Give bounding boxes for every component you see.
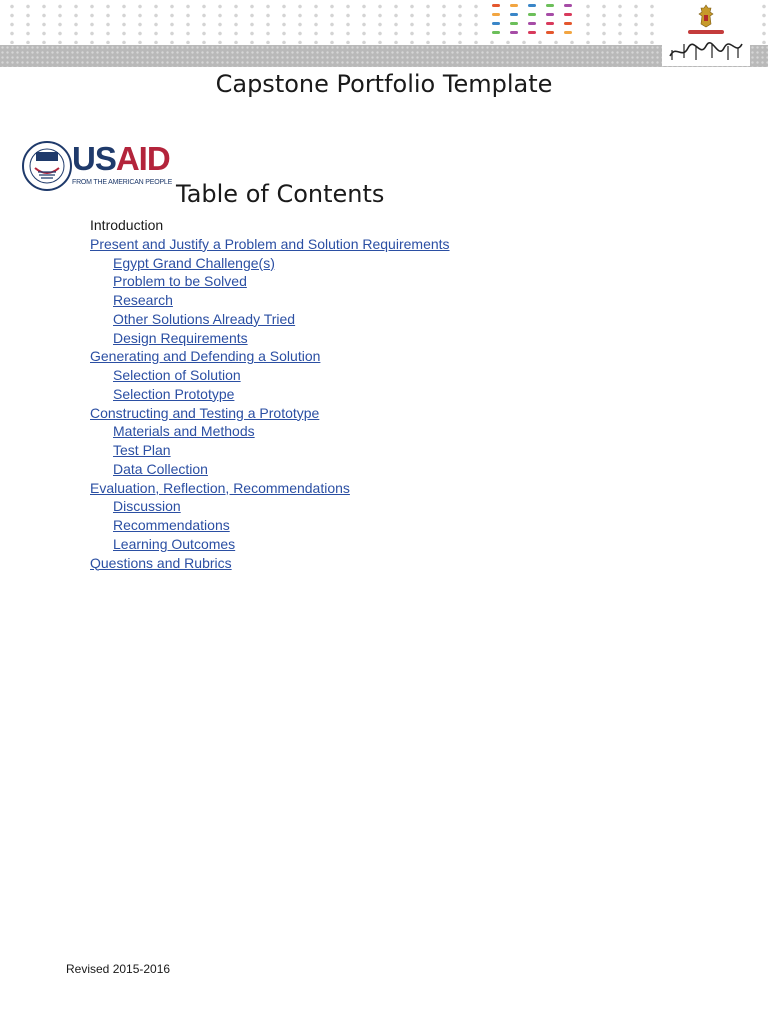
accent-dot	[528, 4, 536, 7]
toc-link[interactable]: Recommendations	[113, 517, 230, 533]
egypt-logo-caption	[688, 30, 724, 34]
accent-dot	[564, 13, 572, 16]
toc-link[interactable]: Other Solutions Already Tried	[113, 310, 296, 327]
accent-dot	[510, 13, 518, 16]
toc-link[interactable]: Constructing and Testing a Prototype	[90, 404, 320, 421]
toc-link[interactable]: Research	[113, 292, 173, 308]
accent-dot	[492, 13, 500, 16]
accent-dot	[564, 4, 572, 7]
accent-dot	[546, 31, 554, 34]
toc-link[interactable]: Present and Justify a Problem and Solution Requirements	[90, 235, 450, 252]
accent-dot	[564, 31, 572, 34]
usaid-seal-icon	[22, 138, 72, 194]
usaid-wordmark-us: US	[72, 140, 116, 177]
accent-dot	[546, 13, 554, 16]
accent-dot	[546, 4, 554, 7]
toc-link[interactable]: Evaluation, Reflection, Recommendations	[90, 479, 350, 496]
usaid-wordmark	[72, 142, 170, 176]
toc-link[interactable]: Generating and Defending a Solution	[90, 348, 321, 365]
header-color-dots	[488, 0, 578, 40]
accent-dot	[528, 13, 536, 16]
accent-dot	[528, 31, 536, 34]
egypt-ministry-logo	[662, 0, 750, 66]
accent-dot	[546, 22, 554, 25]
egypt-eagle-icon	[698, 4, 714, 28]
accent-dot	[510, 4, 518, 7]
toc-heading: Table of Contents	[176, 180, 385, 208]
toc-link[interactable]: Discussion	[113, 498, 181, 515]
toc-link[interactable]: Materials and Methods	[113, 423, 255, 440]
toc-link[interactable]: Data Collection	[113, 460, 208, 477]
accent-dot	[492, 31, 500, 34]
header-dot-pattern	[0, 0, 768, 44]
revision-footer: Revised 2015-2016	[66, 962, 171, 976]
toc-link[interactable]: Questions and Rubrics	[90, 554, 232, 571]
toc-link[interactable]: Selection of Solution	[113, 367, 241, 383]
toc-link[interactable]: Design Requirements	[113, 329, 248, 346]
accent-dot	[528, 22, 536, 25]
toc-link[interactable]: Problem to be Solved	[113, 273, 247, 290]
toc-link[interactable]: Egypt Grand Challenge(s)	[113, 254, 275, 271]
page-title: Capstone Portfolio Template	[215, 70, 553, 98]
toc-link[interactable]: Selection Prototype	[113, 385, 235, 402]
accent-dot	[510, 22, 518, 25]
toc-link[interactable]: Test Plan	[113, 442, 171, 458]
accent-dot	[492, 4, 500, 7]
table-of-contents	[90, 216, 690, 572]
toc-link[interactable]: Learning Outcomes	[113, 535, 236, 552]
usaid-tagline: FROM THE AMERICAN PEOPLE	[72, 179, 173, 186]
accent-dot	[510, 31, 518, 34]
usaid-wordmark-aid: AID	[115, 140, 170, 177]
ministry-calligraphy-icon	[666, 38, 746, 62]
usaid-logo	[22, 138, 182, 196]
header-gray-band	[0, 45, 768, 67]
toc-entry: Introduction	[90, 217, 164, 233]
accent-dot	[564, 22, 572, 25]
accent-dot	[492, 22, 500, 25]
